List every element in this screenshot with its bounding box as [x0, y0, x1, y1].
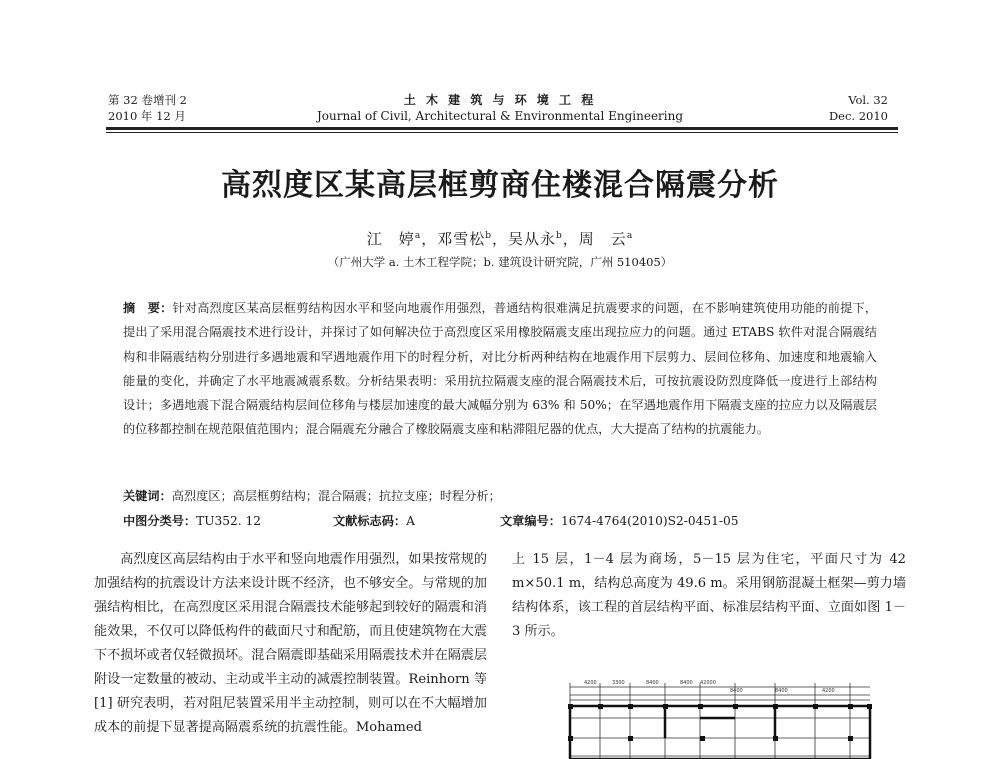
dim-label: 4200 — [584, 680, 597, 686]
doc-code-label: 文献标志码： — [333, 514, 407, 528]
article-number-label: 文章编号： — [500, 514, 561, 528]
author-3-affil: b — [556, 231, 563, 241]
volume-cn: 第 32 卷增刊 2 — [108, 93, 187, 107]
column — [568, 704, 573, 709]
author-list — [0, 228, 1000, 249]
body-column-left — [94, 548, 487, 740]
body-paragraph: 上 15 层，1－4 层为商场，5－15 层为住宅，平面尺寸为 42 m×50.1 m，结构总高度为 49.6 m。采用钢筋混凝土框架—剪力墙结构体系，该工程的首层结构平面、标准层结构平面、立面如图 1－3 所示。 — [512, 552, 906, 639]
journal-name-cn: 土 木 建 筑 与 环 境 工 程 — [403, 93, 597, 107]
column — [568, 736, 573, 741]
article-number-value: 1674-4764(2010)S2-0451-05 — [560, 514, 739, 528]
dim-label: 3300 — [612, 680, 625, 686]
dim-label: 8400 — [775, 688, 788, 694]
author-4-affil: a — [626, 231, 634, 241]
column — [773, 704, 778, 709]
column — [698, 704, 703, 709]
header-rule-thick — [106, 127, 898, 130]
plan-outline — [570, 706, 870, 759]
abstract-text: 针对高烈度区某高层框剪结构因水平和竖向地震作用强烈，普通结构很难满足抗震要求的问题，在不影响建筑使用功能的前提下，提出了采用混合隔震技术进行设计，并探讨了如何解决位于高烈度区采用橡胶隔震支座出现拉应力的问题。通过 ETABS 软件对混合隔震结构和非隔震结构分别进行多遇地震和罕遇地震作用下的时程分析，对比分析两种结构在地震作用下层剪力、层间位移角、加速度和地震输入能量的变化，并确定了水平地震减震系数。分析结果表明：采用抗拉隔震支座的混合隔震技术后，可按抗震设防烈度降低一度进行上部结构设计；多遇地震下混合隔震结构层间位移角与楼层加速度的最大减幅分别为 63% 和 50%；在罕遇地震作用下隔震支座的拉应力以及隔震层的位移都控制在规范限值范围内；混合隔震充分融合了橡胶隔震支座和粘滞阻尼器的优点，大大提高了结构的抗震能力。 — [123, 301, 878, 437]
affiliation: （广州大学 a. 土木工程学院；b. 建筑设计研究院，广州 510405） — [327, 255, 673, 269]
column — [848, 704, 853, 709]
date-cn: 2010 年 12 月 — [108, 109, 186, 123]
author-4: 周 云 — [578, 230, 627, 248]
dim-label: 8400 — [730, 688, 743, 694]
body-paragraph: 高烈度区高层结构由于水平和竖向地震作用强烈，如果按常规的加强结构的抗震设计方法来设计既不经济，也不够安全。与常规的加强结构相比，在高烈度区采用混合隔震技术能够起到较好的隔震和消能效果，不仅可以降低构件的截面尺寸和配筋，而且使建筑物在大震下不损坏或者仅轻微损坏。混合隔震即基础采用隔震技术并在隔震层附设一定数量的被动、主动或半主动的减震控制装置。Reinhorn 等[1] 研究表明，若对阻尼装置采用半主动控制，则可以在不大幅增加成本的前提下显著提高隔震系统的抗震性能。Mohamed — [94, 552, 487, 735]
author-sep: ， — [491, 230, 508, 248]
keywords — [123, 487, 501, 504]
article-number — [500, 512, 738, 529]
volume-en: Vol. 32 — [848, 93, 888, 107]
journal-name-en: Journal of Civil, Architectural & Environmental Engineering — [316, 109, 684, 123]
author-sep: ， — [562, 230, 579, 248]
paper-title: 高烈度区某高层框剪商住楼混合隔震分析 — [221, 168, 779, 203]
body-column-right — [512, 548, 906, 644]
abstract — [123, 296, 877, 442]
column — [663, 704, 668, 709]
author-2-affil: b — [485, 231, 492, 241]
column — [598, 704, 603, 709]
column — [628, 704, 633, 709]
column — [867, 704, 872, 709]
dim-label: 8400 — [646, 680, 659, 686]
column — [848, 736, 853, 741]
header-rule-thin — [106, 132, 898, 133]
dim-label: 4200 — [822, 688, 835, 694]
floor-plan-figure — [560, 678, 892, 759]
keywords-text: 高烈度区；高层框剪结构；混合隔震；抗拉支座；时程分析； — [171, 489, 501, 503]
abstract-label: 摘 要： — [123, 301, 173, 315]
clc-number — [123, 512, 261, 529]
clc-label: 中图分类号： — [123, 514, 197, 528]
author-1: 江 婷 — [366, 230, 415, 248]
column — [700, 736, 705, 741]
column — [773, 736, 778, 741]
author-1-affil: a — [414, 231, 422, 241]
dim-label: 8400 — [680, 680, 693, 686]
doc-code-value: A — [406, 514, 415, 528]
document-code — [333, 512, 415, 529]
date-en: Dec. 2010 — [828, 109, 888, 123]
clc-value: TU352. 12 — [196, 514, 262, 528]
volume-issue-en — [829, 92, 888, 124]
author-3: 吴从永 — [508, 230, 557, 248]
author-sep: ， — [421, 230, 438, 248]
author-2: 邓雪松 — [437, 230, 486, 248]
dim-label: 42000 — [700, 680, 716, 686]
keywords-label: 关键词： — [123, 489, 172, 503]
column — [813, 704, 818, 709]
column — [733, 704, 738, 709]
column — [628, 736, 633, 741]
